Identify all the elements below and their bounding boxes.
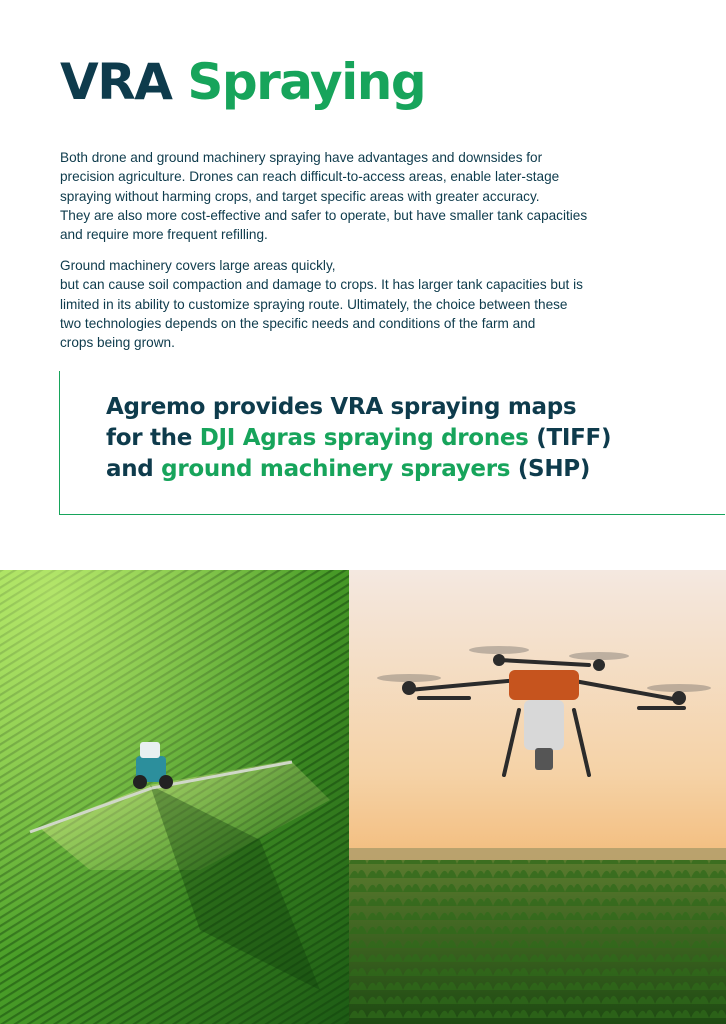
ground-line: two technologies depends on the specific needs and conditions of the farm and (60, 315, 536, 331)
intro-paragraph (60, 148, 660, 244)
page-title (60, 50, 425, 114)
intro-line: and require more frequent refilling. (60, 227, 268, 243)
callout-line-1: Agremo provides VRA spraying maps (106, 394, 577, 420)
intro-line: spraying without harming crops, and target specific areas with greater accuracy. (60, 188, 540, 204)
callout-line-3-prefix: and (106, 456, 162, 482)
ground-line: Ground machinery covers large areas quickly, (60, 258, 336, 273)
ground-line: but can cause soil compaction and damage to crops. It has larger tank capacities but is (60, 277, 583, 293)
callout-line-3-suffix: (SHP) (510, 456, 591, 482)
callout-ground-highlight: ground machinery sprayers (161, 456, 511, 482)
callout-line-2-prefix: for the (106, 425, 200, 451)
intro-line: They are also more cost-effective and safer to operate, but have smaller tank capacities (60, 207, 588, 223)
ground-machinery-paragraph (60, 256, 660, 352)
callout-box (59, 371, 725, 515)
title-spraying: Spraying (187, 53, 426, 111)
callout-text (106, 392, 611, 485)
tractor-sprayer-photo (0, 570, 349, 1024)
spraying-drone-photo (349, 570, 726, 1024)
intro-line: Both drone and ground machinery spraying have advantages and downsides for (60, 150, 543, 165)
callout-dji-highlight: DJI Agras spraying drones (199, 425, 529, 451)
callout-line-2-suffix: (TIFF) (528, 425, 612, 451)
intro-line: precision agriculture. Drones can reach difficult-to-access areas, enable later-stage (60, 169, 560, 185)
ground-line: limited in its ability to customize spraying route. Ultimately, the choice between these (60, 296, 568, 312)
ground-line: crops being grown. (60, 335, 175, 351)
title-vra: VRA (60, 53, 172, 111)
